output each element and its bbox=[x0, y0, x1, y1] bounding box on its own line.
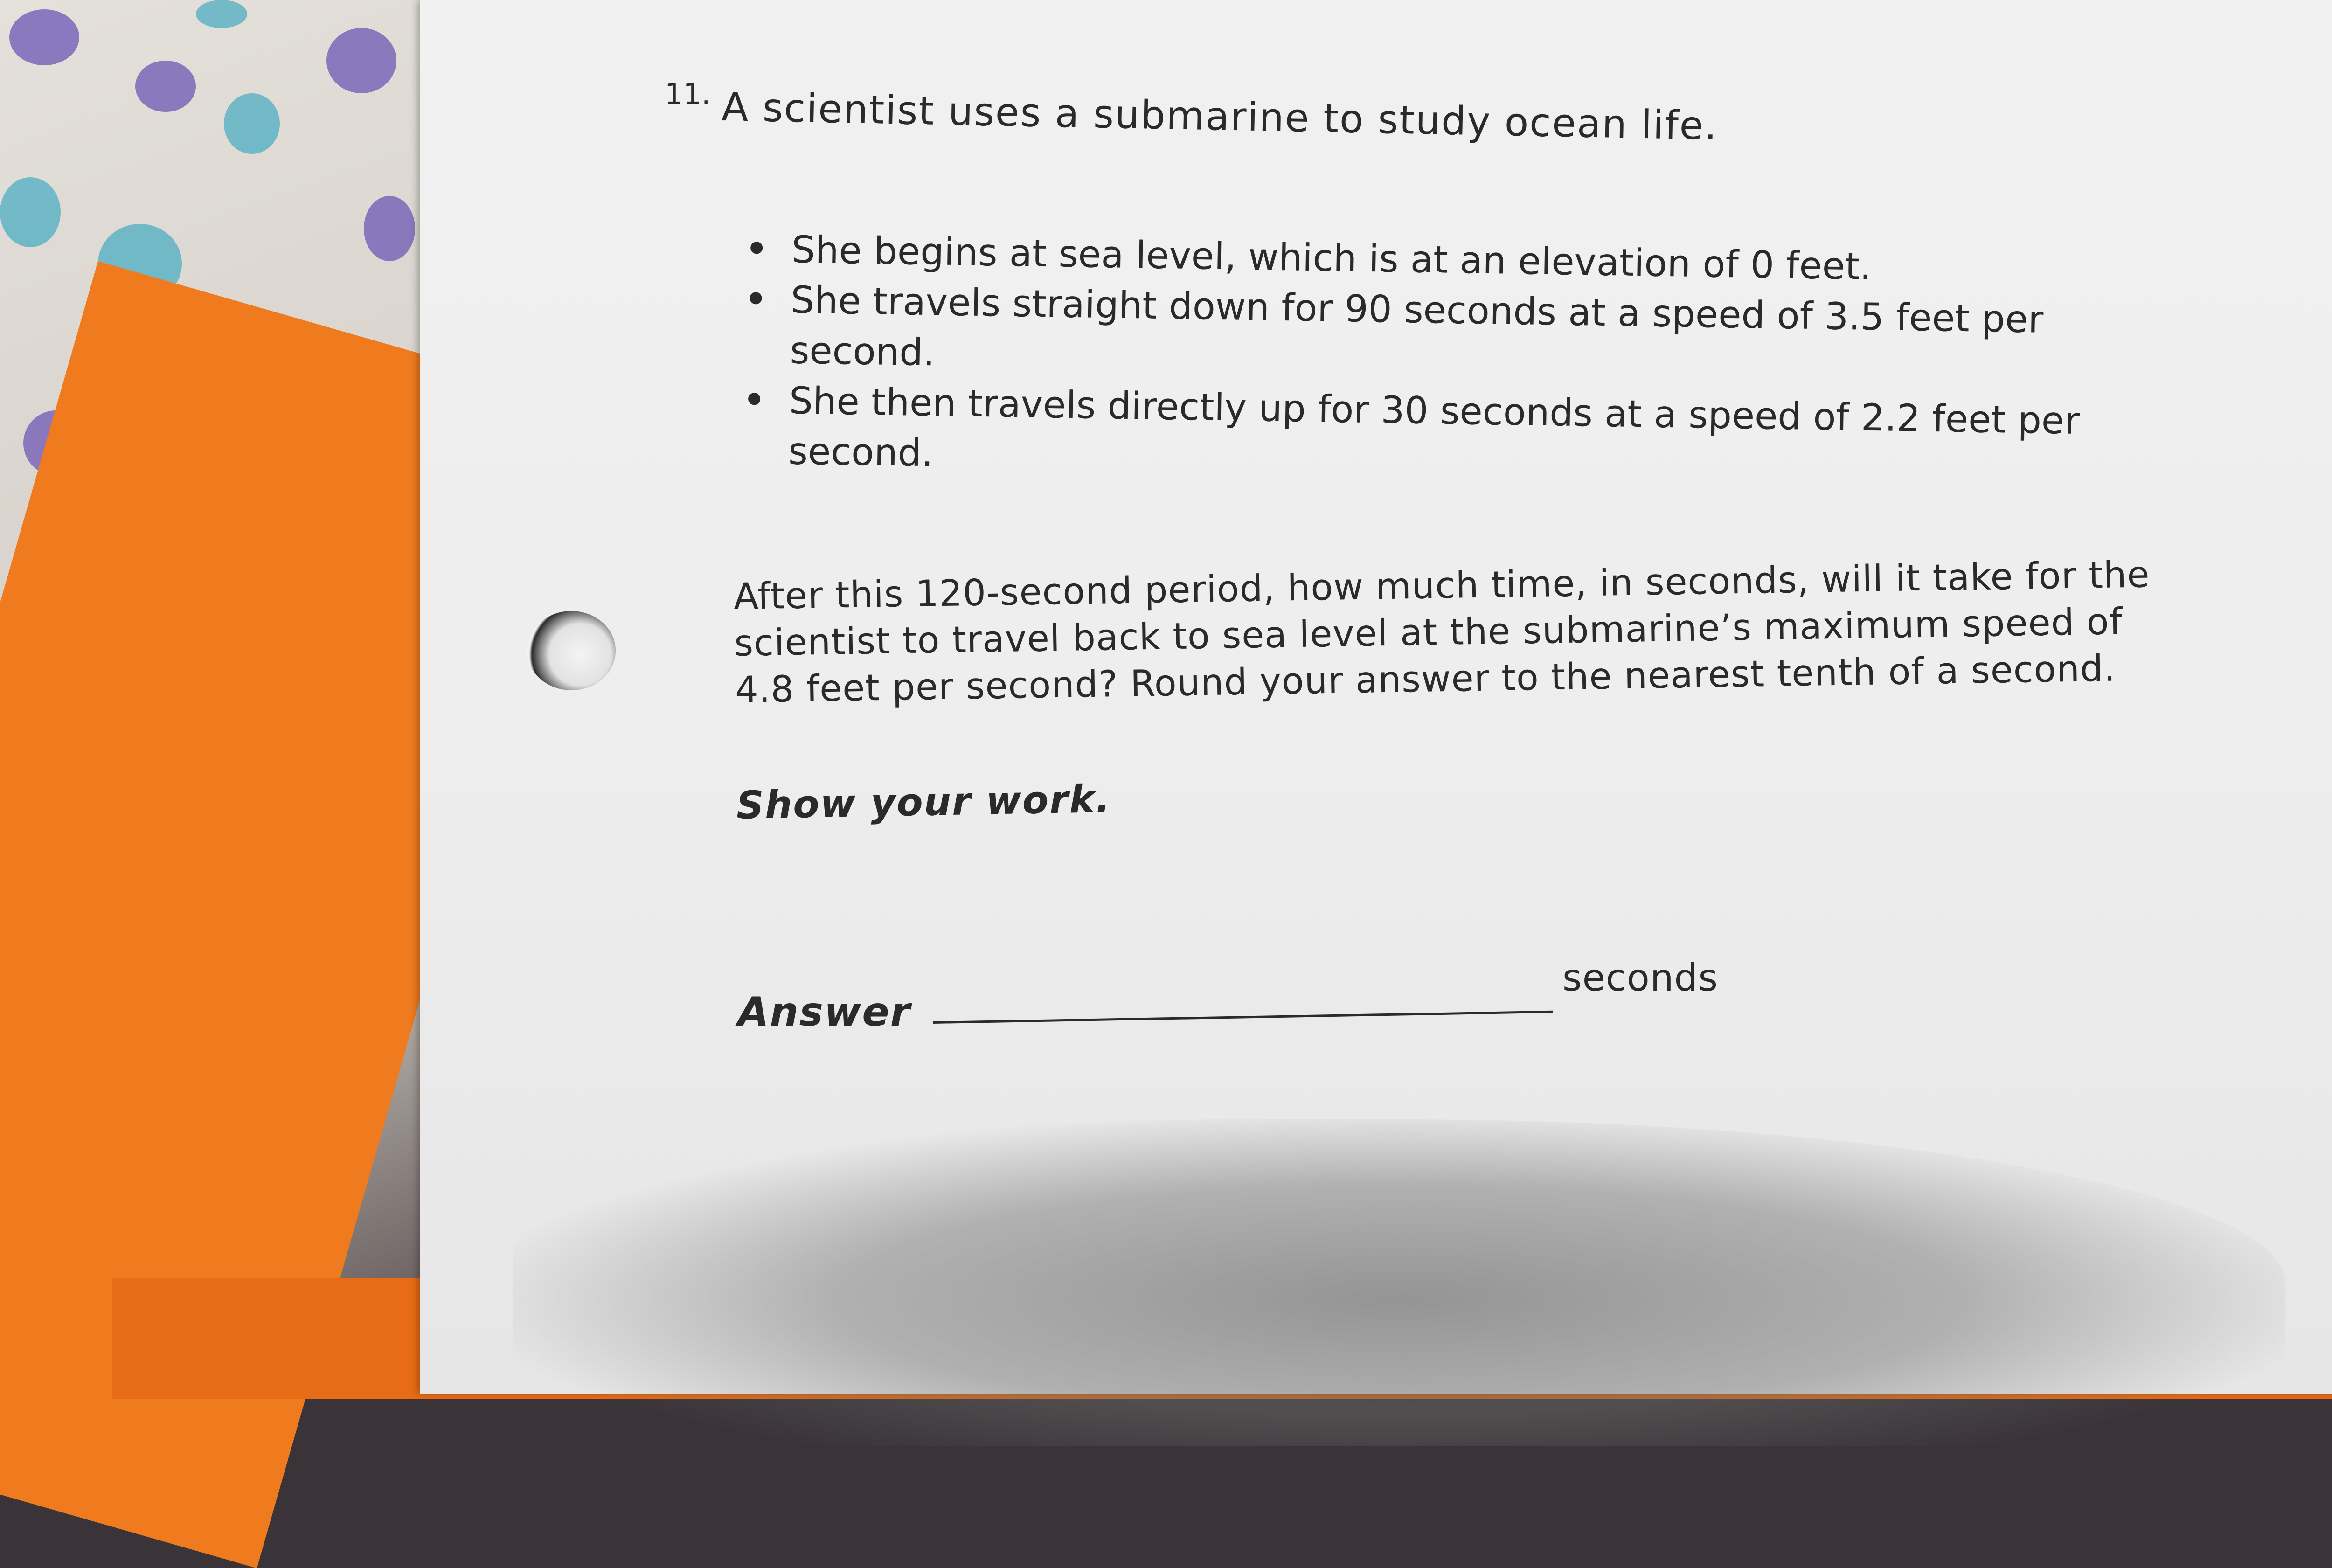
bullet-text: She begins at sea level, which is at an elevation of 0 feet. bbox=[791, 228, 1872, 288]
bullet-icon bbox=[750, 292, 762, 304]
bullet-text: She then travels directly up for 30 seconds at a speed of 2.2 feet per second. bbox=[788, 379, 2080, 475]
bullet-icon bbox=[750, 242, 763, 254]
answer-unit: seconds bbox=[1562, 956, 1718, 999]
bullet-list bbox=[743, 224, 2145, 498]
hand-shadow bbox=[513, 1119, 2285, 1446]
bullet-text: She travels straight down for 90 seconds at a speed of 3.5 feet per second. bbox=[790, 278, 2044, 375]
question-prompt: After this 120-second period, how much time, in seconds, will it take for the scientist to travel back to sea level at the submarine’s maximum speed of 4.8 feet per second? Round your answer to the nearest tenth of a second. bbox=[733, 554, 2151, 711]
answer-label: Answer bbox=[738, 989, 911, 1035]
show-work-instruction: Show your work. bbox=[736, 777, 1111, 828]
answer-field[interactable] bbox=[933, 1011, 1553, 1024]
question-number: 11. bbox=[665, 77, 711, 111]
list-item bbox=[743, 375, 2143, 498]
question-title: A scientist uses a submarine to study ocean life. bbox=[721, 84, 1719, 149]
bullet-icon bbox=[748, 393, 760, 405]
